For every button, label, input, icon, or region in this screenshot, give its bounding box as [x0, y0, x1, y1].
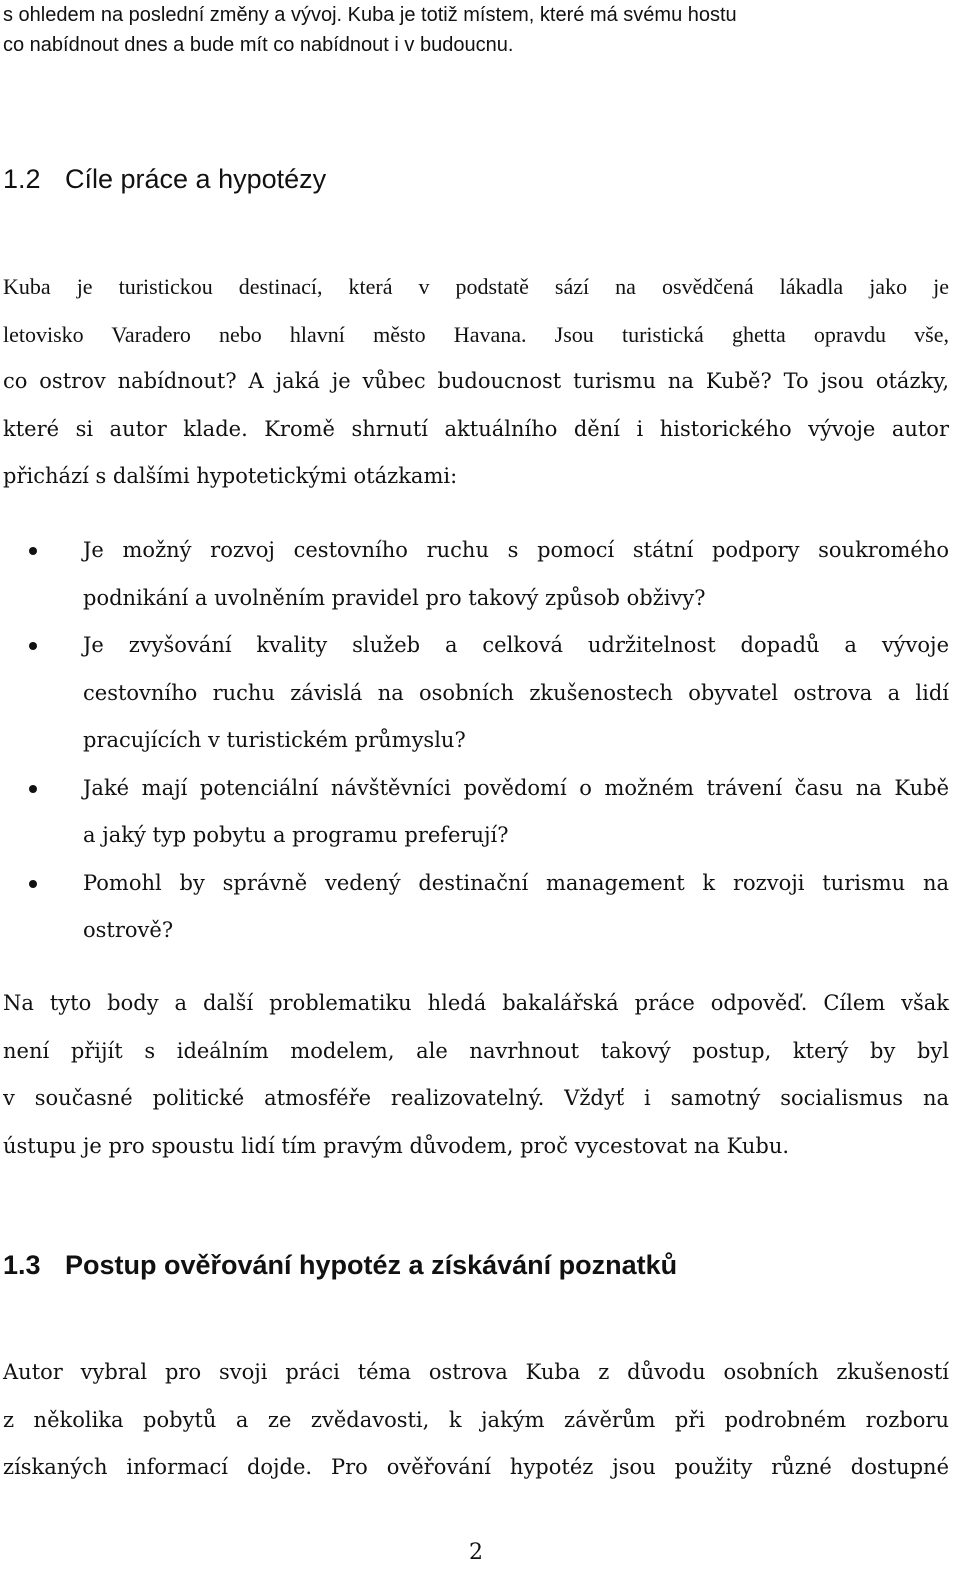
text-line: přichází s dalšími hypotetickými otázkami:: [3, 464, 458, 488]
text-line: co ostrov nabídnout? A jaká je vůbec budoucnost turismu na Kubě? To jsou otázky,: [3, 369, 949, 393]
text-line: které si autor klade. Kromě shrnutí aktuálního dění i historického vývoje autor: [3, 416, 949, 441]
section-heading-1-3: [3, 1250, 677, 1281]
text-line: získaných informací dojde. Pro ověřování hypotéz jsou použity různé dostupné: [3, 1455, 949, 1479]
goals-paragraph: [3, 263, 949, 501]
text-line: Pomohl by správně vedený destinační management k rozvoji turismu na: [83, 870, 949, 895]
text-line: letovisko Varadero nebo hlavní město Havana. Jsou turistická ghetta opravdu vše,: [3, 321, 949, 347]
text-line: cestovního ruchu závislá na osobních zkušenostech obyvatel ostrova a lidí: [83, 680, 949, 705]
section-number: 1.3: [3, 1250, 41, 1280]
page-number: 2: [469, 1540, 483, 1565]
text-line: Jaké mají potenciální návštěvníci povědomí o možném trávení času na Kubě: [83, 775, 949, 800]
text-line: Autor vybral pro svoji práci téma ostrova Kuba z důvodu osobních zkušeností: [3, 1360, 949, 1384]
text-line: ústupu je pro spoustu lidí tím pravým důvodem, proč vycestovat na Kubu.: [3, 1133, 790, 1158]
text-line: v současné politické atmosféře realizovatelný. Vždyť i samotný socialismus na: [3, 1086, 949, 1110]
hypotheses-list: [3, 527, 949, 955]
method-paragraph: [3, 1349, 949, 1492]
bullet-icon: [29, 547, 37, 555]
section-title: Postup ověřování hypotéz a získávání poznatků: [65, 1250, 678, 1280]
text-line: Je možný rozvoj cestovního ruchu s pomocí státní podpory soukromého: [83, 538, 949, 562]
intro-paragraph: [3, 0, 949, 60]
text-line: co nabídnout dnes a bude mít co nabídnout i v budoucnu.: [3, 34, 514, 56]
text-line: s ohledem na poslední změny a vývoj. Kuba je totiž místem, které má svému hostu: [3, 4, 737, 26]
list-item: [3, 527, 949, 622]
text-line: pracujících v turistickém průmyslu?: [83, 728, 466, 752]
text-line: a jaký typ pobytu a programu preferují?: [83, 823, 509, 847]
text-line: Na tyto body a další problematiku hledá bakalářská práce odpověď. Cílem však: [3, 991, 949, 1015]
section-number: 1.2: [3, 164, 41, 194]
closing-paragraph: [3, 980, 949, 1170]
text-line: ostrově?: [83, 918, 174, 942]
list-item: [3, 622, 949, 765]
text-line: není přijít s ideálním modelem, ale navrhnout takový postup, který by byl: [3, 1038, 949, 1063]
section-title: Cíle práce a hypotézy: [65, 164, 327, 194]
bullet-icon: [29, 785, 37, 793]
bullet-icon: [29, 880, 37, 888]
text-line: podnikání a uvolněním pravidel pro takový způsob obživy?: [83, 585, 706, 610]
text-line: z několika pobytů a ze zvědavosti, k jakým závěrům při podrobném rozboru: [3, 1407, 949, 1432]
list-item: [3, 860, 949, 955]
text-line: Je zvyšování kvality služeb a celková udržitelnost dopadů a vývoje: [83, 633, 949, 657]
section-heading-1-2: [3, 164, 326, 195]
bullet-icon: [29, 642, 37, 650]
list-item: [3, 765, 949, 860]
text-line: Kuba je turistickou destinací, která v podstatě sází na osvědčená lákadla jako je: [3, 274, 949, 299]
